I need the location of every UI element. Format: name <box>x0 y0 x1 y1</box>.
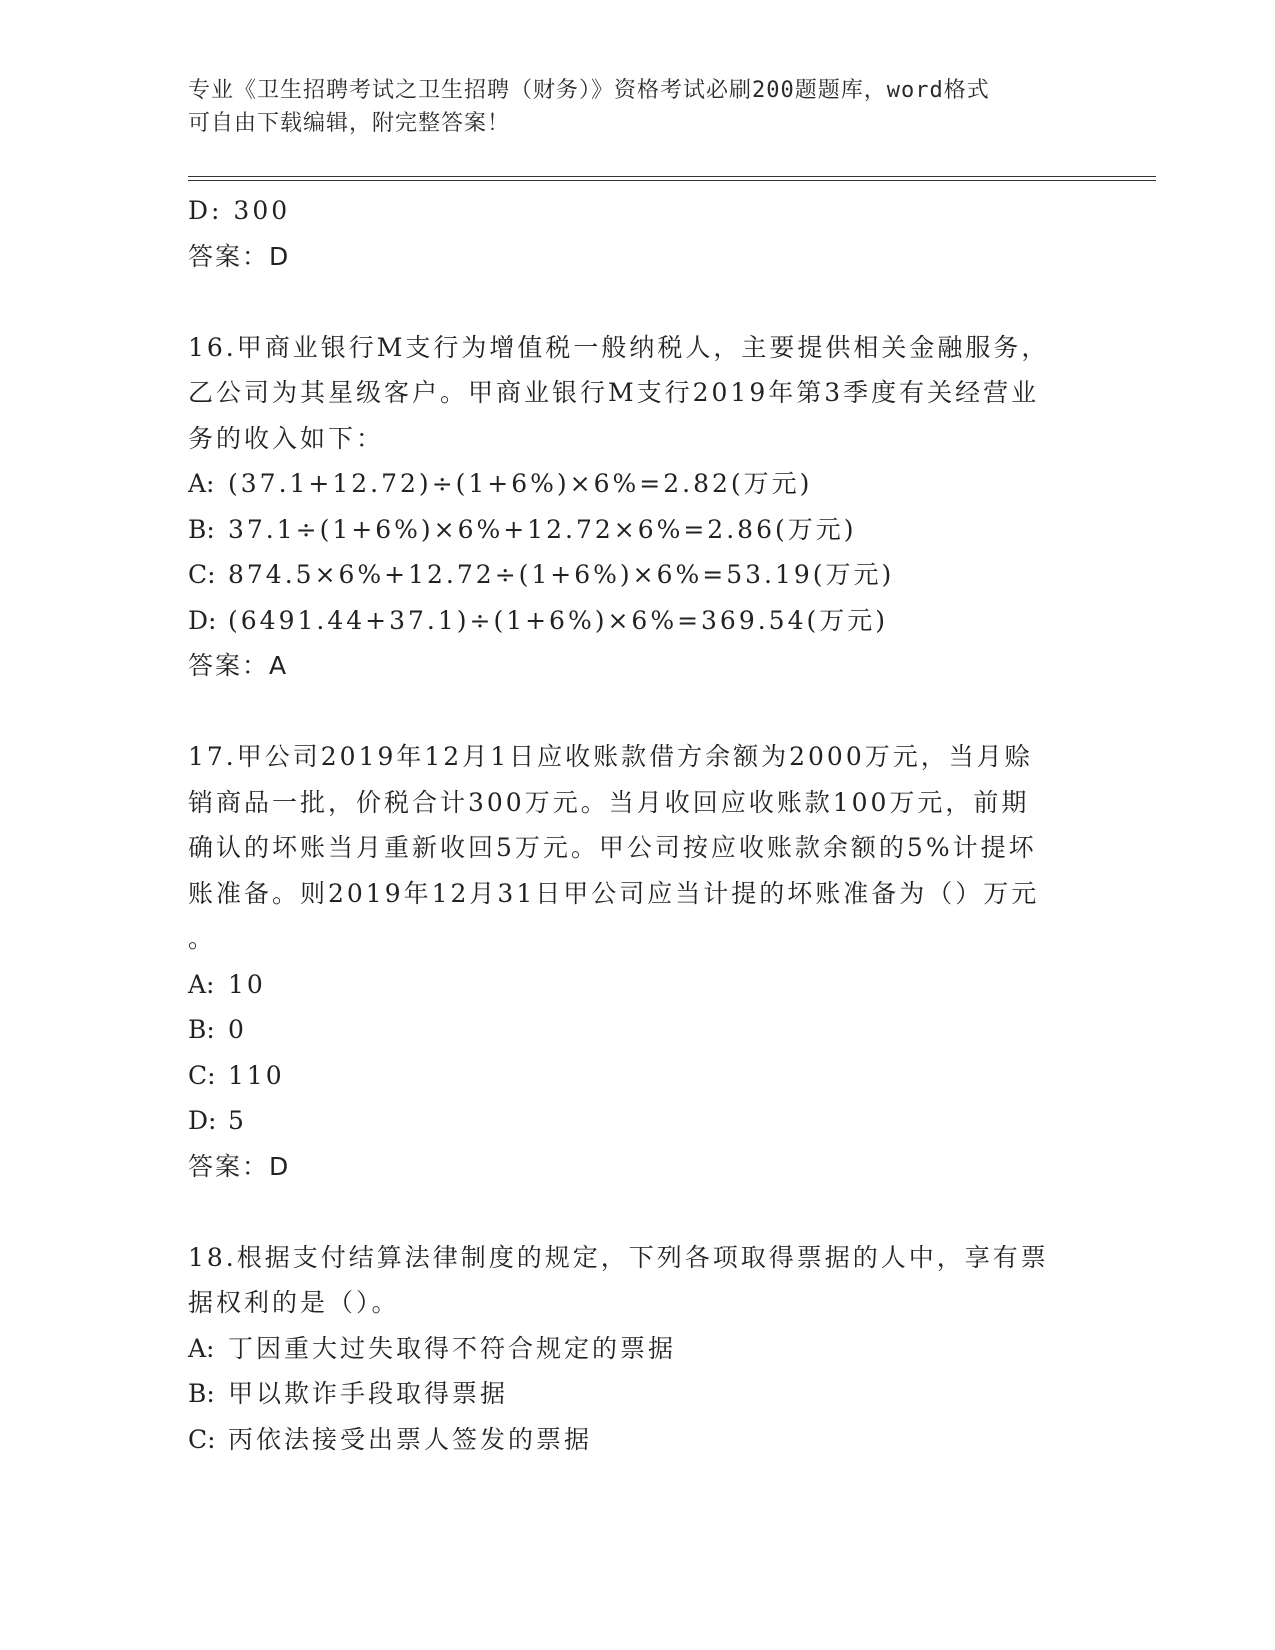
option-label: C: <box>188 1424 216 1454</box>
spacer <box>188 689 1088 735</box>
option-label: C: <box>188 1060 216 1090</box>
question-18 <box>188 1235 1088 1463</box>
question-18-option-b <box>188 1371 1088 1417</box>
question-17-answer: 答案：D <box>188 1151 291 1181</box>
question-17-option-d <box>188 1098 1088 1144</box>
option-label: C: <box>188 560 216 589</box>
prev-answer: 答案：D <box>188 241 291 271</box>
option-text: 5 <box>228 1106 247 1135</box>
prev-option-d: D: 300 <box>188 196 291 225</box>
option-label: A: <box>188 969 215 999</box>
header-divider <box>188 176 1156 181</box>
page-header <box>188 74 1088 140</box>
option-label: D: <box>188 605 217 635</box>
question-17-option-a <box>188 962 1088 1008</box>
question-16-option-c <box>188 552 1088 598</box>
question-16-option-b <box>188 507 1088 553</box>
option-text: 37.1÷(1+6%)×6%+12.72×6%=2.86(万元) <box>228 514 857 544</box>
option-text: (6491.44+37.1)÷(1+6%)×6%=369.54(万元) <box>228 605 889 635</box>
question-16-text-3: 务的收入如下： <box>188 423 385 453</box>
option-text: 甲以欺诈手段取得票据 <box>228 1379 509 1408</box>
option-label: B: <box>188 1379 215 1408</box>
header-line-1: 专业《卫生招聘考试之卫生招聘（财务）》资格考试必刷200题题库，word格式 <box>188 78 990 103</box>
option-text: 丁因重大过失取得不符合规定的票据 <box>228 1333 677 1363</box>
option-label: A: <box>188 1333 215 1363</box>
option-label: B: <box>188 514 215 544</box>
question-17-text-4: 账准备。则2019年12月31日甲公司应当计提的坏账准备为（）万元 <box>188 878 1040 908</box>
option-text: (37.1+12.72)÷(1+6%)×6%=2.82(万元) <box>228 469 813 498</box>
question-16-option-d <box>188 598 1088 644</box>
header-line-2: 可自由下载编辑，附完整答案！ <box>188 111 511 136</box>
option-label: B: <box>188 1015 215 1044</box>
spacer <box>188 1189 1088 1235</box>
question-17-text-3: 确认的坏账当月重新收回5万元。甲公司按应收账款余额的5%计提坏 <box>188 833 1037 862</box>
question-17-option-b <box>188 1007 1088 1053</box>
question-18-text-1: 18.根据支付结算法律制度的规定，下列各项取得票据的人中，享有票 <box>188 1242 1049 1272</box>
question-16 <box>188 325 1088 689</box>
question-17-text-1: 17.甲公司2019年12月1日应收账款借方余额为2000万元，当月赊 <box>188 742 1033 771</box>
question-18-option-c <box>188 1417 1088 1463</box>
question-17 <box>188 734 1088 1189</box>
question-17-text-5: 。 <box>188 924 217 953</box>
spacer <box>188 279 1088 325</box>
option-label: A: <box>188 469 215 498</box>
question-17-option-c <box>188 1053 1088 1099</box>
option-text: 874.5×6%+12.72÷(1+6%)×6%=53.19(万元) <box>228 560 895 589</box>
question-17-text-2: 销商品一批，价税合计300万元。当月收回应收账款100万元，前期 <box>188 787 1030 817</box>
option-label: D: <box>188 1106 217 1135</box>
question-16-text-1: 16.甲商业银行M支行为增值税一般纳税人，主要提供相关金融服务， <box>188 332 1050 362</box>
question-16-text-2: 乙公司为其星级客户。甲商业银行M支行2019年第3季度有关经营业 <box>188 378 1040 407</box>
question-content <box>188 188 1088 1462</box>
option-text: 丙依法接受出票人签发的票据 <box>228 1424 593 1454</box>
question-16-answer: 答案：A <box>188 651 289 680</box>
question-18-text-2: 据权利的是（）。 <box>188 1288 400 1317</box>
option-text: 10 <box>228 969 266 999</box>
option-text: 0 <box>228 1015 247 1044</box>
question-18-option-a <box>188 1326 1088 1372</box>
question-16-option-a <box>188 461 1088 507</box>
option-text: 110 <box>228 1060 285 1090</box>
